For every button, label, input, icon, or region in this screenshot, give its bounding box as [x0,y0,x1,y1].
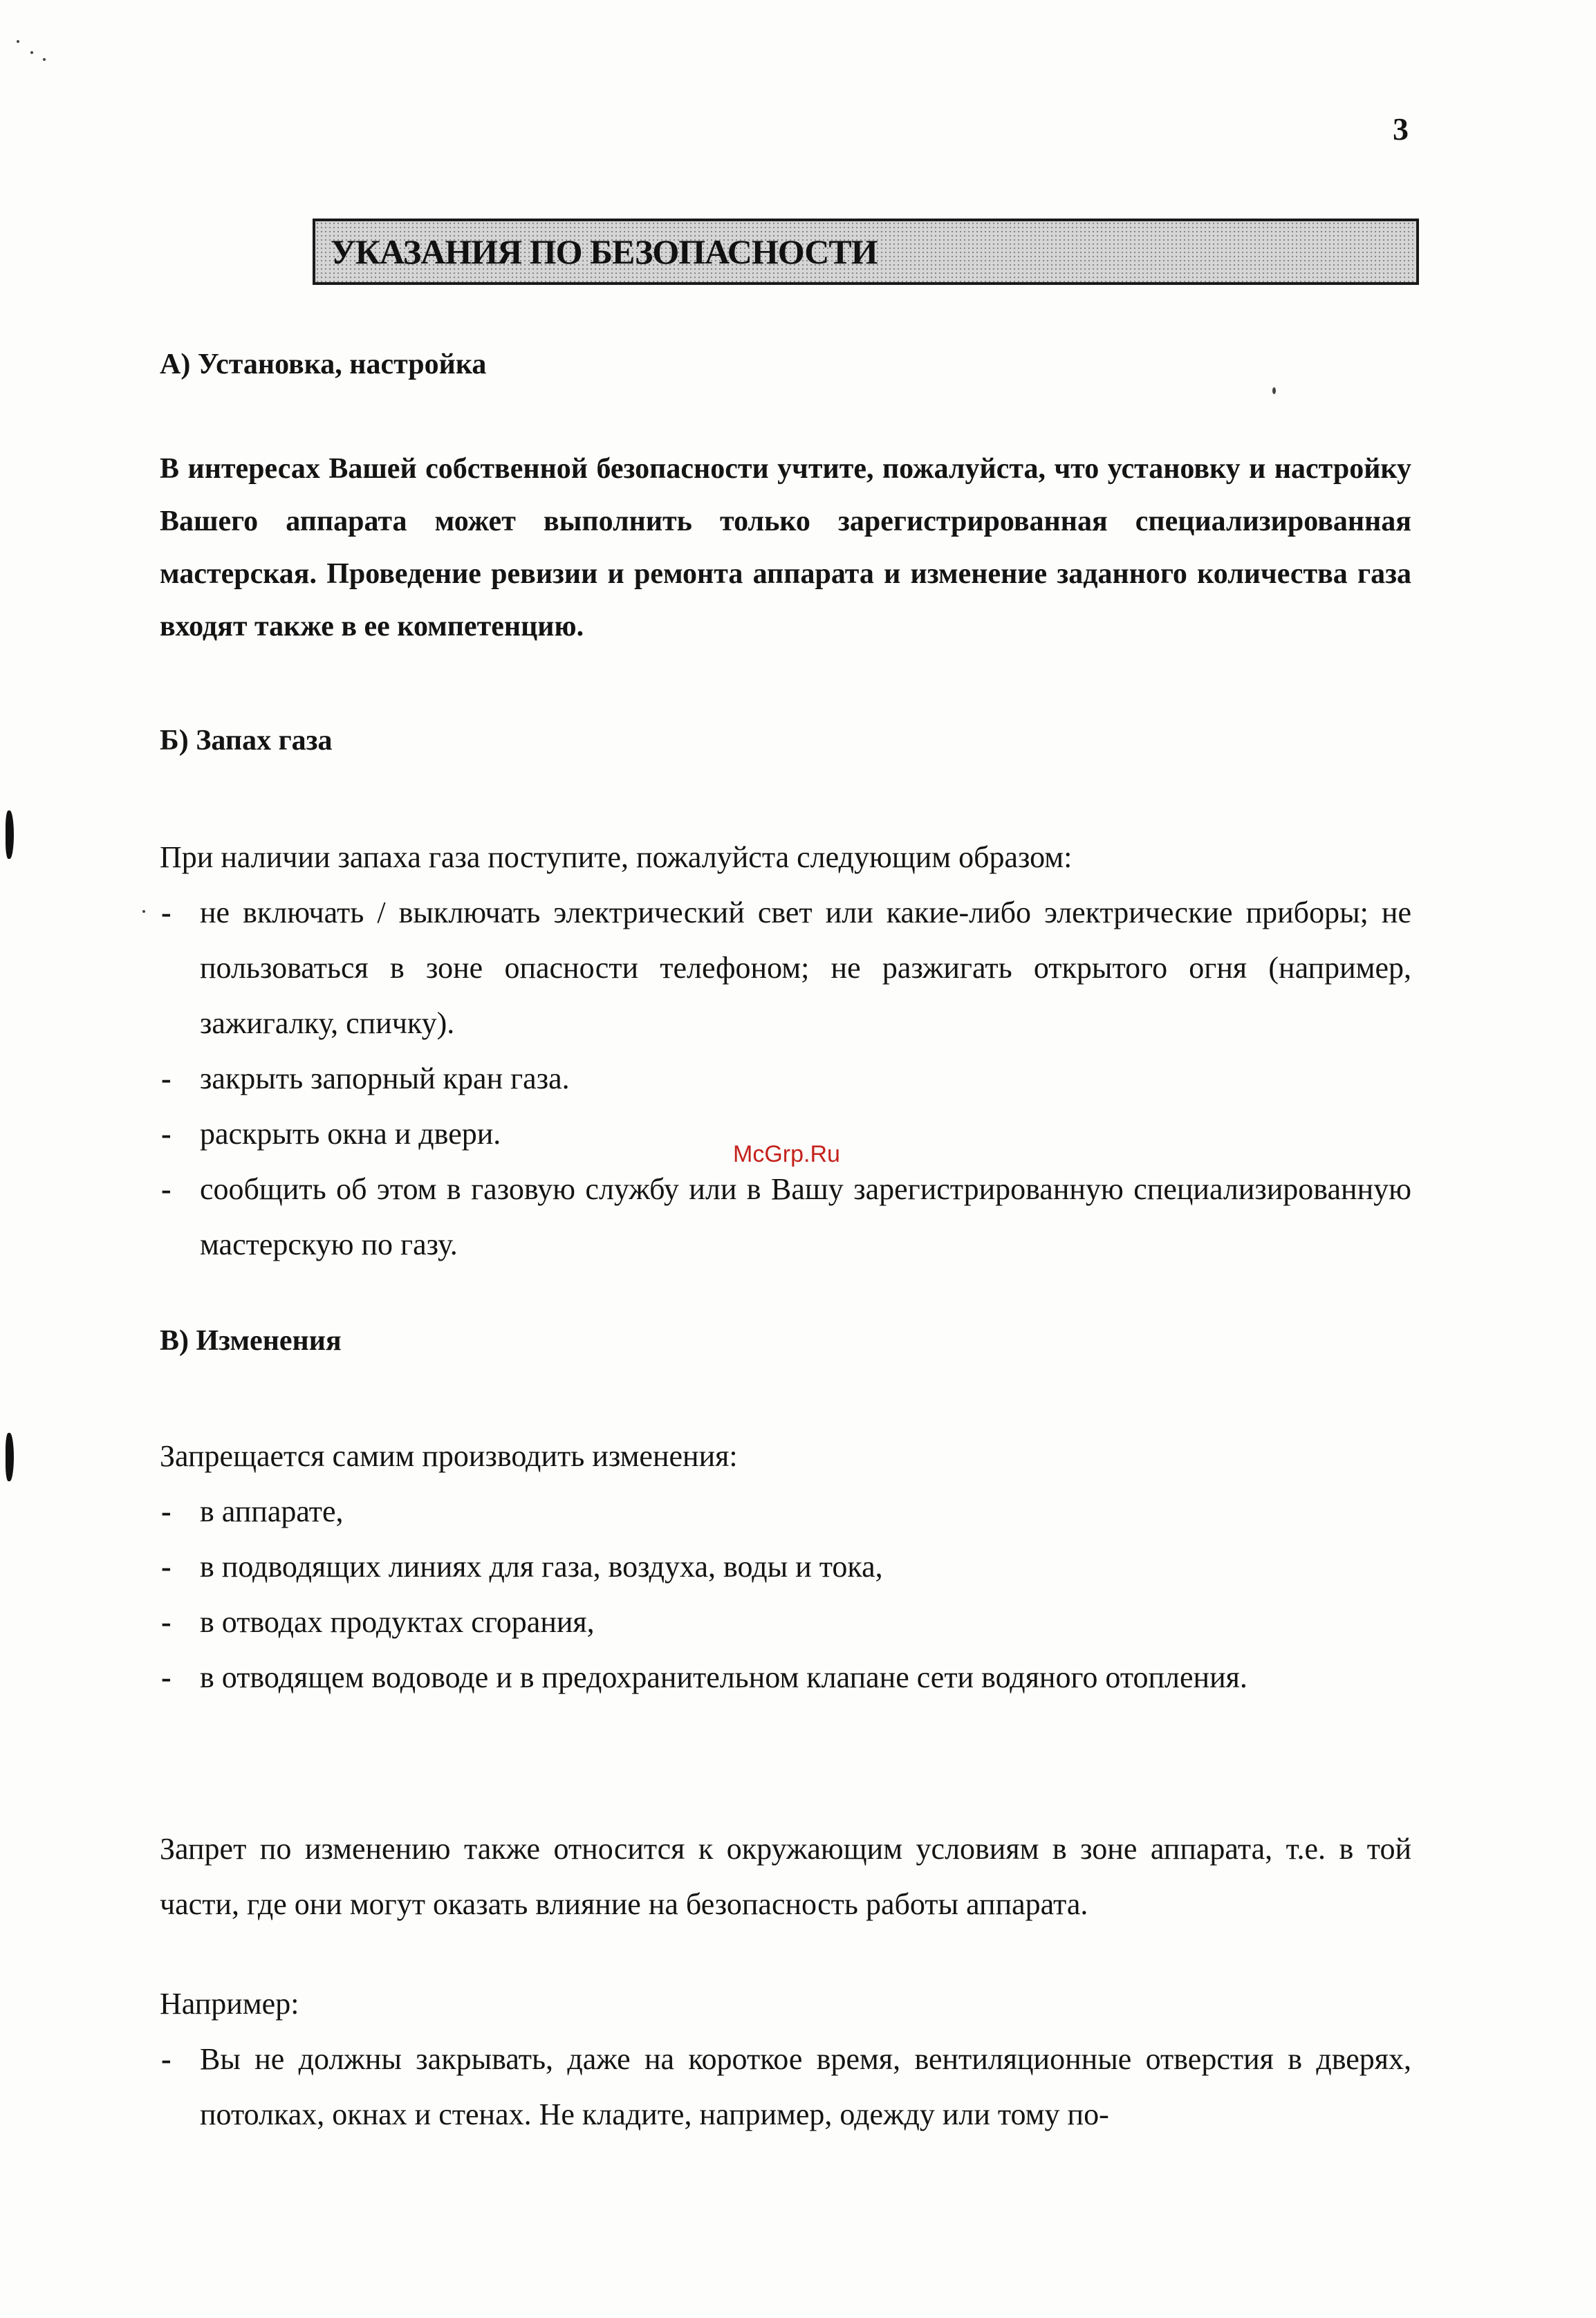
list-item: - Вы не должны закрывать, даже на короткое время, вентиляционные отверстия в дверях, потолках, окнах и стенах. Не кладите, например, одежду или тому по- [160,2032,1411,2142]
scan-speck [1272,387,1276,394]
section-c-intro: Запрещается самим производить изменения: [160,1439,738,1473]
section-a-paragraph: В интересах Вашей собственной безопасности учтите, пожалуйста, что установку и настройку Вашего аппарата может выполнить только зарегистрированная специализированная мастерская. Проведение ревизии и ремонта аппарата и изменение заданного количества газа входят также в ее компетенцию. [160,453,1411,642]
section-c-paragraph: Запрет по изменению также относится к окружающим условиям в зоне аппарата, т.е. в той части, где они могут оказать влияние на безопасность работы аппарата. [160,1832,1411,1921]
section-c [160,1314,1411,1368]
section-c-body [160,1429,1411,1705]
scan-speck [17,40,19,43]
section-c-list [160,1484,1411,1705]
scan-speck [142,910,145,913]
section-b-intro: При наличии запаха газа поступите, пожалуйста следующим образом: [160,840,1073,874]
list-item: - сообщить об этом в газовую службу или в Вашу зарегистрированную специализированную мастерскую по газу. [160,1162,1411,1272]
scan-speck [43,58,46,61]
list-item: - не включать / выключать электрический свет или какие-либо электрические приборы; не пользоваться в зоне опасности телефоном; не разжигать открытого огня (например, зажигалку, спичку). [160,885,1411,1051]
section-b [160,714,1411,768]
section-a [160,337,1411,391]
section-c-restriction [160,1821,1411,1932]
list-item: - закрыть запорный кран газа. [160,1051,1411,1106]
section-b-heading: Б) Запах газа [160,725,333,757]
list-item: - в отводах продуктах сгорания, [160,1595,1411,1650]
scan-speck [30,51,33,54]
section-a-body [160,443,1411,653]
example-label: Например: [160,1987,299,2021]
page-title: УКАЗАНИЯ ПО БЕЗОПАСНОСТИ [331,232,878,271]
list-item: - в подводящих линиях для газа, воздуха, воды и тока, [160,1539,1411,1595]
list-item: - в аппарате, [160,1484,1411,1539]
example-list [160,2032,1411,2142]
list-item: - в отводящем водоводе и в предохранительном клапане сети водяного отопления. [160,1650,1411,1705]
list-item: - раскрыть окна и двери. [160,1106,1411,1162]
section-c-heading: В) Изменения [160,1325,342,1357]
section-a-heading: А) Установка, настройка [160,349,487,380]
punch-mark-upper [6,810,14,859]
section-b-body [160,830,1411,1272]
section-b-list [160,885,1411,1272]
page-number: 3 [1393,111,1409,147]
watermark: McGrp.Ru [733,1141,840,1167]
section-title-box [313,219,1419,285]
section-c-example [160,1976,1411,2142]
punch-mark-lower [6,1433,14,1481]
